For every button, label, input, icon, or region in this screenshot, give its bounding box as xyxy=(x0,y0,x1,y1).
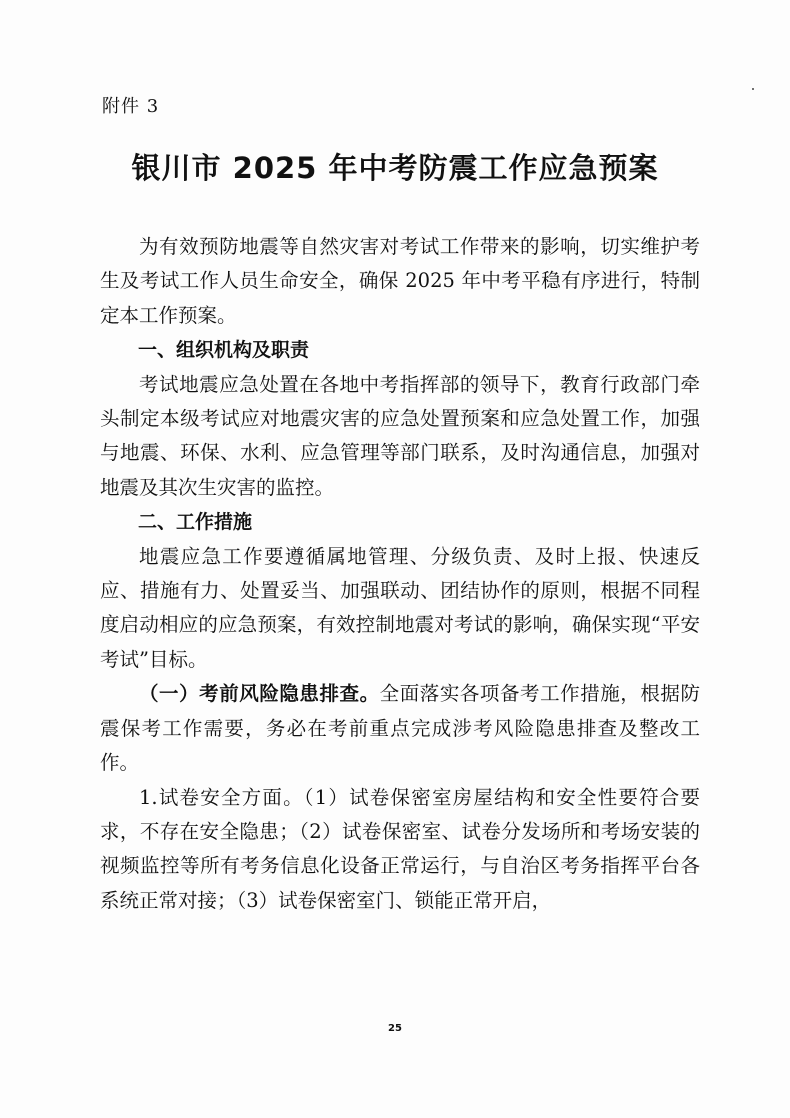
section1-heading: 一、组织机构及职责 xyxy=(138,339,310,362)
section1-paragraph: 考试地震应急处置在各地中考指挥部的领导下，教育行政部门牵头制定本级考试应对地震灾害的应急处置预案和应急处置工作，加强与地震、环保、水利、应急管理等部门联系，及时沟通信息，加强对地震及其次生灾害的监控。 xyxy=(100,372,700,499)
subsection1-text: 全面落实各项备考工作措施，根据防震保考工作需要，务必在考前重点完成涉考风险隐患排查及整改工作。 xyxy=(100,682,700,775)
intro-paragraph: 为有效预防地震等自然灾害对考试工作带来的影响，切实维护考生及考试工作人员生命安全，确保 2025 年中考平稳有序进行，特制定本工作预案。 xyxy=(100,235,700,327)
section2-heading: 二、工作措施 xyxy=(138,511,253,534)
subsection1-lead: （一）考前风险隐患排查。 xyxy=(139,682,380,706)
document-title: 银川市 2025 年中考防震工作应急预案 xyxy=(131,151,659,185)
document-body xyxy=(100,230,700,918)
item1-paragraph: 1.试卷安全方面。（1）试卷保密室房屋结构和安全性要符合要求，不存在安全隐患；（2）试卷保密室、试卷分发场所和考场安装的视频监控等所有考务信息化设备正常运行，与自治区考务指挥平台各系统正常对接；（3）试卷保密室门、锁能正常开启， xyxy=(100,785,700,912)
attachment-label: 附件 3 xyxy=(102,96,160,117)
subsection1-paragraph xyxy=(100,677,700,780)
section2-paragraph: 地震应急工作要遵循属地管理、分级负责、及时上报、快速反应、措施有力、处置妥当、加强联动、团结协作的原则，根据不同程度启动相应的应急预案，有效控制地震对考试的影响，确保实现“平安考试”目标。 xyxy=(100,544,700,671)
page-number: 25 xyxy=(388,1023,402,1034)
scan-speck xyxy=(752,88,754,90)
